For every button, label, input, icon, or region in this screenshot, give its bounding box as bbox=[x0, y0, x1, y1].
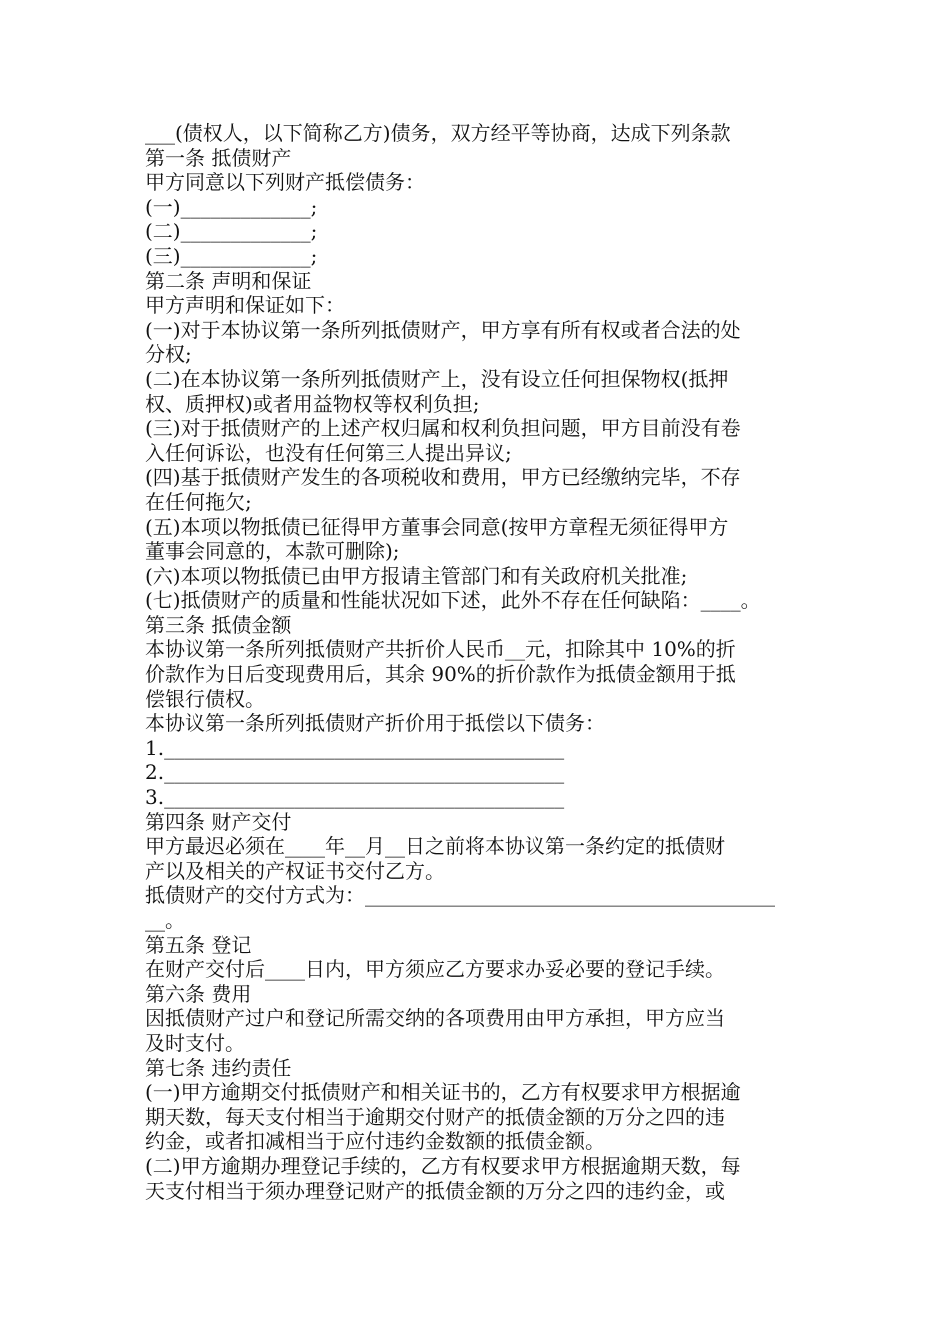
text-line: 及时支付。 bbox=[145, 1030, 245, 1055]
text-line: 1.________________________________________ bbox=[145, 735, 565, 760]
text-line: 期天数，每天支付相当于逾期交付财产的抵债金额的万分之四的违 bbox=[145, 1104, 725, 1129]
text-line: 分权; bbox=[145, 342, 192, 367]
text-line: 第七条 违约责任 bbox=[145, 1055, 292, 1080]
text-line: 第三条 抵债金额 bbox=[145, 612, 292, 637]
text-line: (四)基于抵债财产发生的各项税收和费用，甲方已经缴纳完毕，不存 bbox=[145, 465, 741, 490]
text-line: (七)抵债财产的质量和性能状况如下述，此外不存在任何缺陷：____。 bbox=[145, 588, 761, 613]
text-line: (二)甲方逾期办理登记手续的，乙方有权要求甲方根据逾期天数，每 bbox=[145, 1153, 741, 1178]
text-line: __。 bbox=[145, 908, 185, 932]
text-line: (五)本项以物抵债已征得甲方董事会同意(按甲方章程无须征得甲方 bbox=[145, 514, 729, 539]
text-line: (一)_____________; bbox=[145, 194, 318, 219]
text-line: (三)对于抵债财产的上述产权归属和权利负担问题，甲方目前没有卷 bbox=[145, 416, 741, 441]
text-line: (二)在本协议第一条所列抵债财产上，没有设立任何担保物权(抵押 bbox=[145, 366, 729, 391]
text-line: 董事会同意的，本款可删除); bbox=[145, 539, 400, 564]
text-line: 本协议第一条所列抵债财产共折价人民币__元，扣除其中 10%的折 bbox=[145, 637, 736, 662]
text-line: 甲方声明和保证如下： bbox=[145, 293, 345, 318]
text-line: 天支付相当于须办理登记财产的抵债金额的万分之四的违约金，或 bbox=[145, 1178, 725, 1203]
text-line: 甲方同意以下列财产抵偿债务： bbox=[145, 170, 425, 195]
text-line: (一)甲方逾期交付抵债财产和相关证书的，乙方有权要求甲方根据逾 bbox=[145, 1080, 741, 1105]
text-line: 约金，或者扣减相当于应付违约金数额的抵债金额。 bbox=[145, 1129, 605, 1154]
text-line: (三)_____________; bbox=[145, 243, 318, 268]
text-line: 本协议第一条所列抵债财产折价用于抵偿以下债务： bbox=[145, 711, 605, 736]
text-line: 2.________________________________________ bbox=[145, 760, 565, 785]
text-line: 第一条 抵债财产 bbox=[145, 145, 292, 170]
text-line: 入任何诉讼，也没有任何第三人提出异议; bbox=[145, 440, 512, 465]
text-line: (一)对于本协议第一条所列抵债财产，甲方享有所有权或者合法的处 bbox=[145, 317, 741, 342]
text-line: 权、质押权)或者用益物权等权利负担; bbox=[145, 391, 480, 416]
text-line: 第二条 声明和保证 bbox=[145, 268, 312, 293]
text-line: 价款作为日后变现费用后，其余 90%的折价款作为抵债金额用于抵 bbox=[145, 662, 736, 687]
text-line: 甲方最迟必须在____年__月__日之前将本协议第一条约定的抵债财 bbox=[145, 834, 725, 859]
text-line: 第四条 财产交付 bbox=[145, 809, 292, 834]
text-line: 因抵债财产过户和登记所需交纳的各项费用由甲方承担，甲方应当 bbox=[145, 1006, 725, 1031]
text-line: 3.________________________________________ bbox=[145, 785, 565, 810]
text-line: 在任何拖欠; bbox=[145, 489, 252, 514]
text-line: 第六条 费用 bbox=[145, 981, 252, 1006]
text-line: 第五条 登记 bbox=[145, 932, 252, 957]
text-line: 偿银行债权。 bbox=[145, 686, 265, 711]
text-line: 在财产交付后____日内，甲方须应乙方要求办妥必要的登记手续。 bbox=[145, 957, 725, 982]
text-line: 抵债财产的交付方式为：_________________________________________ bbox=[145, 883, 775, 908]
document-body bbox=[145, 121, 835, 1203]
text-line: (二)_____________; bbox=[145, 219, 318, 244]
text-line: ___(债权人，以下简称乙方)债务，双方经平等协商，达成下列条款 bbox=[145, 121, 731, 145]
text-line: 产以及相关的产权证书交付乙方。 bbox=[145, 858, 445, 883]
text-line: (六)本项以物抵债已由甲方报请主管部门和有关政府机关批准; bbox=[145, 563, 688, 588]
